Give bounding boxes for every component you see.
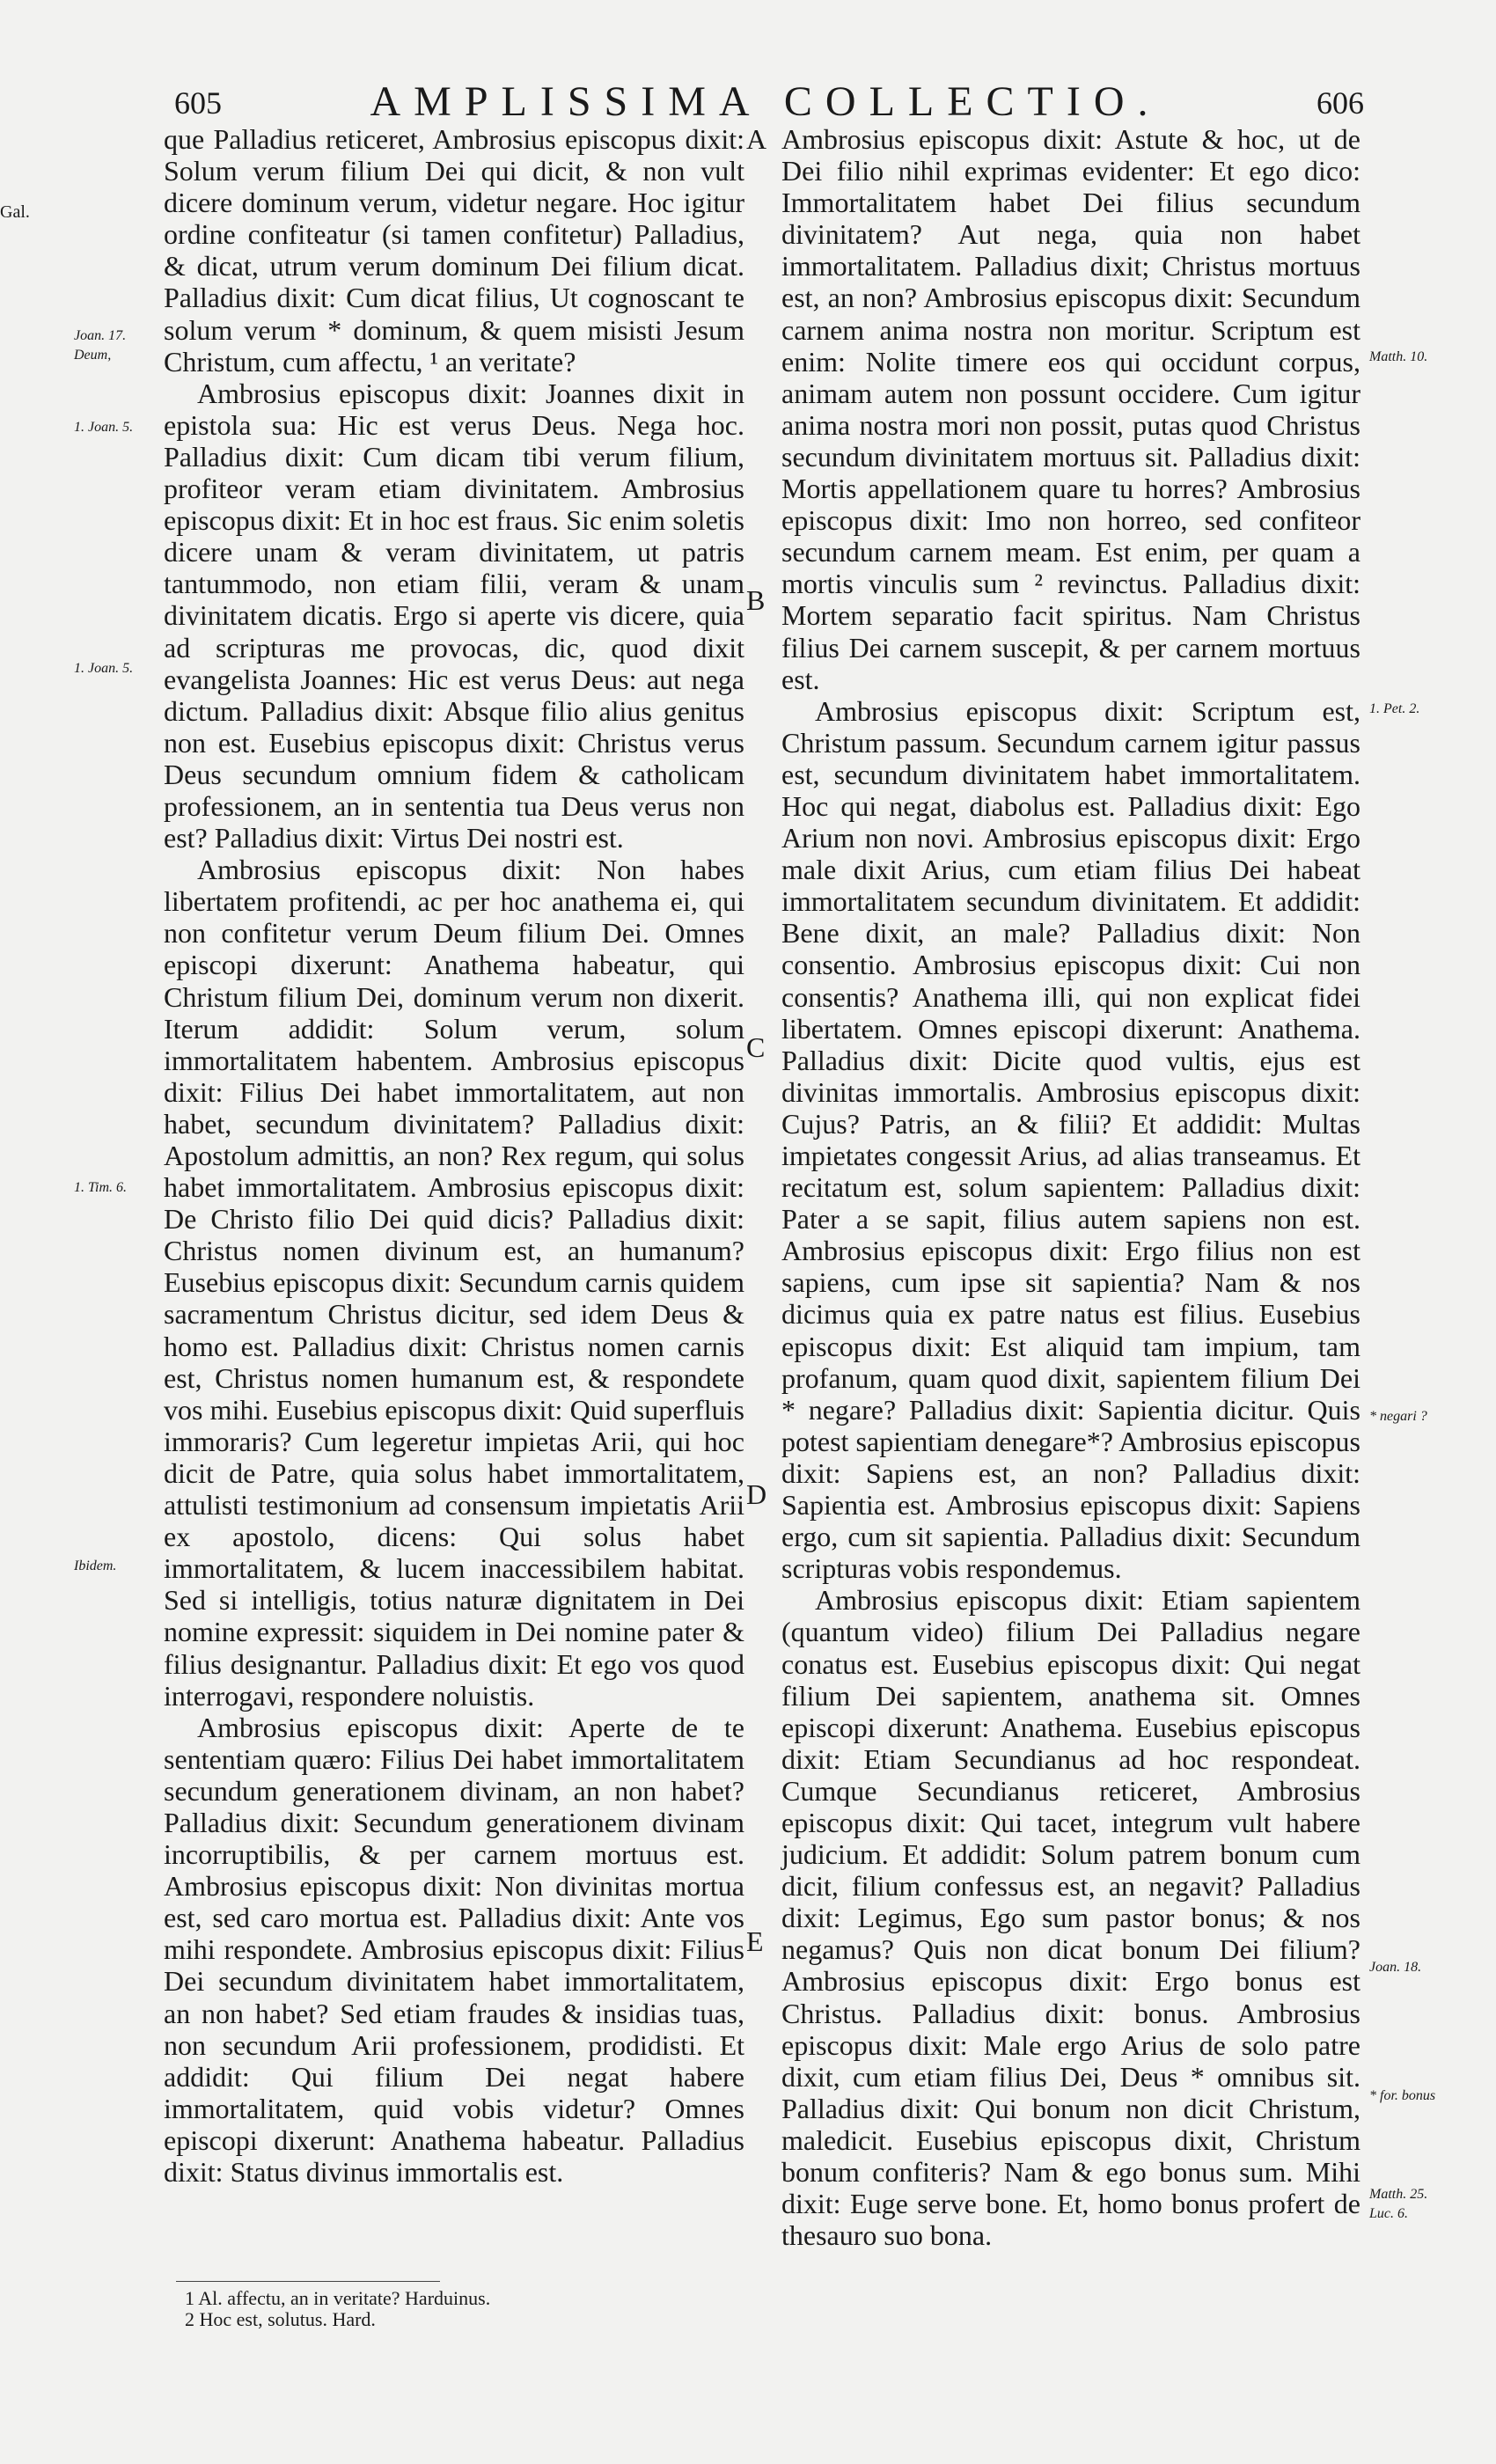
paragraph: Ambrosius episcopus dixit: Aperte de te sententiam quæro: Filius Dei habet immortalitatem secundum generationem divinam, an non habet? Palladius dixit: Secundum generationem divinam incorruptibilis, & per carnem mortuus est. Ambrosius episcopus dixit: Non divinitas mortua est, sed caro mortua est. Palladius dixit: Ante vos mihi respondete. Ambrosius episcopus dixit: Filius Dei secundum divinitatem habet immortalitatem, an non habet? Sed etiam fraudes & insidias tuas, non secundum Arii professionem, prodidisti. Et addidit: Qui filium Dei negat habere immortalitatem, quid vobis videtur? Omnes episcopi dixerunt: Anathema habeatur. Palladius dixit: Status divinus immortalis est. [164, 1711, 744, 2188]
section-letter: C [746, 1031, 766, 1063]
section-letter: A [746, 123, 767, 155]
margin-note: 1. Tim. 6. [74, 1180, 128, 1195]
margin-note: Luc. 6. [1369, 2206, 1408, 2221]
section-letter: D [746, 1478, 767, 1510]
page-number-left: 605 [174, 85, 222, 121]
paragraph: que Palladius reticeret, Ambrosius episcopus dixit: Solum verum filium Dei qui dicit, & non vult dicere dominum verum, videtur negare. Hoc igitur ordine confiteatur (si tamen confitetur) Palladius, & dicat, utrum verum dominum Dei filium dicat. Palladius dixit: Cum dicat filius, Ut cognoscant te solum verum * dominum, & quem misisti Jesum Christum, cum affectu, ¹ an veritate? [164, 123, 744, 378]
paragraph: Ambrosius episcopus dixit: Scriptum est, Christum passum. Secundum carnem igitur passus est, secundum divinitatem habet immortalitatem. Hoc qui negat, diabolus est. Palladius dixit: Ego Arium non novi. Ambrosius episcopus dixit: Ergo male dixit Arius, cum etiam filius Dei habeat immortalitatem secundum divinitatem. Et addidit: Bene dixit, an male? Palladius dixit: Non consentio. Ambrosius episcopus dixit: Cui non consentis? Anathema illi, qui non explicat fidei libertatem. Omnes episcopi dixerunt: Anathema. Palladius dixit: Dicite quod vultis, ejus est divinitas immortalis. Ambrosius episcopus dixit: Cujus? Patris, an & filii? Et addidit: Multas impietates congessit Arius, ad alias transeamus. Et recitatum est, solum sapientem: Palladius dixit: Pater a se sapit, filius autem sapiens non est. Ambrosius episcopus dixit: Ergo filius non est sapiens, cum ipse sit sapientia? Nam & nos dicimus quia ex patre natus est filius. Eusebius episcopus dixit: Est aliquid tam impium, tam profanum, quam quod dixit, sapientem filium Dei * negare? Palladius dixit: Sapientia dicitur. Quis potest sapientiam denegare*? Ambrosius episcopus dixit: Sapiens est, an non? Palladius dixit: Sapientia est. Ambrosius episcopus dixit: Sapiens ergo, cum sit sapientia. Palladius dixit: Secundum scripturas vobis respondemus. [781, 694, 1360, 1585]
left-column [164, 123, 744, 2188]
margin-note: Joan. 18. [1369, 1960, 1422, 1975]
paragraph: Ambrosius episcopus dixit: Astute & hoc, ut de Dei filio nihil exprimas evidenter: Et ego dico: Immortalitatem habet Dei filius secundum divinitatem? Aut nega, quia non habet immortalitatem. Palladius dixit; Christus mortuus est, an non? Ambrosius episcopus dixit: Secundum carnem anima nostra non moritur. Scriptum est enim: Nolite timere eos qui occidunt corpus, animam autem non possunt occidere. Cum igitur anima nostra mori non possit, putas quod Christus secundum divinitatem mortuus sit. Palladius dixit: Mortis appellationem quare tu horres? Ambrosius episcopus dixit: Imo non horreo, sed confiteor secundum carnem meam. Est enim, per quam a mortis vinculis sum ² revinctus. Palladius dixit: Mortem separatio facit spiritus. Nam Christus filius Dei carnem suscepit, & per carnem mortuus est. [781, 123, 1360, 695]
right-column [781, 123, 1360, 2251]
footnote: 2 Hoc est, solutus. Hard. [185, 2308, 376, 2330]
margin-note: * for. bonus [1369, 2088, 1436, 2103]
footnotes [185, 2288, 490, 2330]
margin-note: 1. Joan. 5. [74, 420, 134, 435]
footnote: 1 Al. affectu, an in veritate? Harduinus. [185, 2287, 491, 2309]
margin-note: 1. Pet. 2. [1369, 701, 1420, 716]
paragraph: Ambrosius episcopus dixit: Etiam sapientem (quantum video) filium Dei Palladius negare conatus est. Eusebius episcopus dixit: Qui negat filium Dei sapientem, anathema sit. Omnes episcopi dixerunt: Anathema. Eusebius episcopus dixit: Etiam Secundianus ad hoc respondeat. Cumque Secundianus reticeret, Ambrosius episcopus dixit: Qui tacet, integrum vult habere judicium. Et addidit: Solum patrem bonum cum dicit, filium confessus est, an negavit? Palladius dixit: Legimus, Ego sum pastor bonus; & nos negamus? Quis non dicat bonum Dei filium? Ambrosius episcopus dixit: Ergo bonus est Christus. Palladius dixit: bonus. Ambrosius episcopus dixit: Male ergo Arius de solo patre dixit, cum etiam filius Dei, Deus * omnibus sit. Palladius dixit: Qui bonum non dicit Christum, maledicit. Eusebius episcopus dixit, Christum bonum confiteris? Nam & ego bonus sum. Mihi dixit: Euge serve bone. Et, homo bonus profert de thesauro suo bona. [781, 1584, 1360, 2252]
page-header [167, 77, 1364, 130]
margin-note: Matth. 25. [1369, 2187, 1428, 2202]
paragraph: Ambrosius episcopus dixit: Non habes libertatem profitendi, ac per hoc anathema ei, qui non confitetur verum Deum filium Dei. Omnes episcopi dixerunt: Anathema habeatur, qui Christum filium Dei, dominum verum non dixerit. Iterum addidit: Solum verum, solum immortalitatem habentem. Ambrosius episcopus dixit: Filius Dei habet immortalitatem, aut non habet, secundum divinitatem? Palladius dixit: Apostolum admittis, an non? Rex regum, qui solus habet immortalitatem. Ambrosius episcopus dixit: De Christo filio Dei quid dicis? Palladius dixit: Christus nomen divinum est, an humanum? Eusebius episcopus dixit: Secundum carnis quidem sacramentum Christus dicitur, sed idem Deus & homo est. Palladius dixit: Christus nomen carnis est, Christus nomen humanum est, & respondete vos mihi. Eusebius episcopus dixit: Quid superfluis immoraris? Cum legeretur impietas Arii, qui hoc dicit de Patre, quia solus habet immortalitatem, attulisti testimonium ad consensum impietatis Arii ex apostolo, dicens: Qui solus habet immortalitatem, & lucem inaccessibilem habitat. Sed si intelligis, totius naturæ dignitatem in Dei nomine expressit: siquidem in Dei nomine pater & filius designantur. Palladius dixit: Et ego vos quod interrogavi, respondere noluistis. [164, 854, 744, 1712]
paragraph: Ambrosius episcopus dixit: Joannes dixit in epistola sua: Hic est verus Deus. Nega hoc. Palladius dixit: Cum dicam tibi verum filium, profiteor veram etiam divinitatem. Ambrosius episcopus dixit: Et in hoc est fraus. Sic enim soletis dicere unam & veram divinitatem, ut patris tantummodo, non etiam filii, veram & unam divinitatem dicatis. Ergo si aperte vis dicere, quia ad scripturas me provocas, dic, quod dixit evangelista Joannes: Hic est verus Deus: aut nega dictum. Palladius dixit: Absque filio alius genitus non est. Eusebius episcopus dixit: Christus verus Deus secundum omnium fidem & catholicam professionem, an in sententia tua Deus verus non est? Palladius dixit: Virtus Dei nostri est. [164, 377, 744, 854]
margin-note: Joan. 17. [74, 328, 127, 343]
section-letter: E [746, 1925, 764, 1957]
running-title: AMPLISSIMA COLLECTIO. [370, 78, 1162, 125]
margin-note: Deum, [74, 348, 112, 363]
margin-note: * negari ? [1369, 1409, 1427, 1424]
section-letter: B [746, 584, 766, 616]
margin-note: Ibidem. [74, 1558, 117, 1573]
page-number-right: 606 [1316, 85, 1364, 121]
margin-note: 1. Joan. 5. [74, 661, 134, 676]
edge-mark: Gal. [0, 202, 30, 222]
margin-note: Matth. 10. [1369, 349, 1428, 364]
footnote-rule [176, 2281, 440, 2282]
